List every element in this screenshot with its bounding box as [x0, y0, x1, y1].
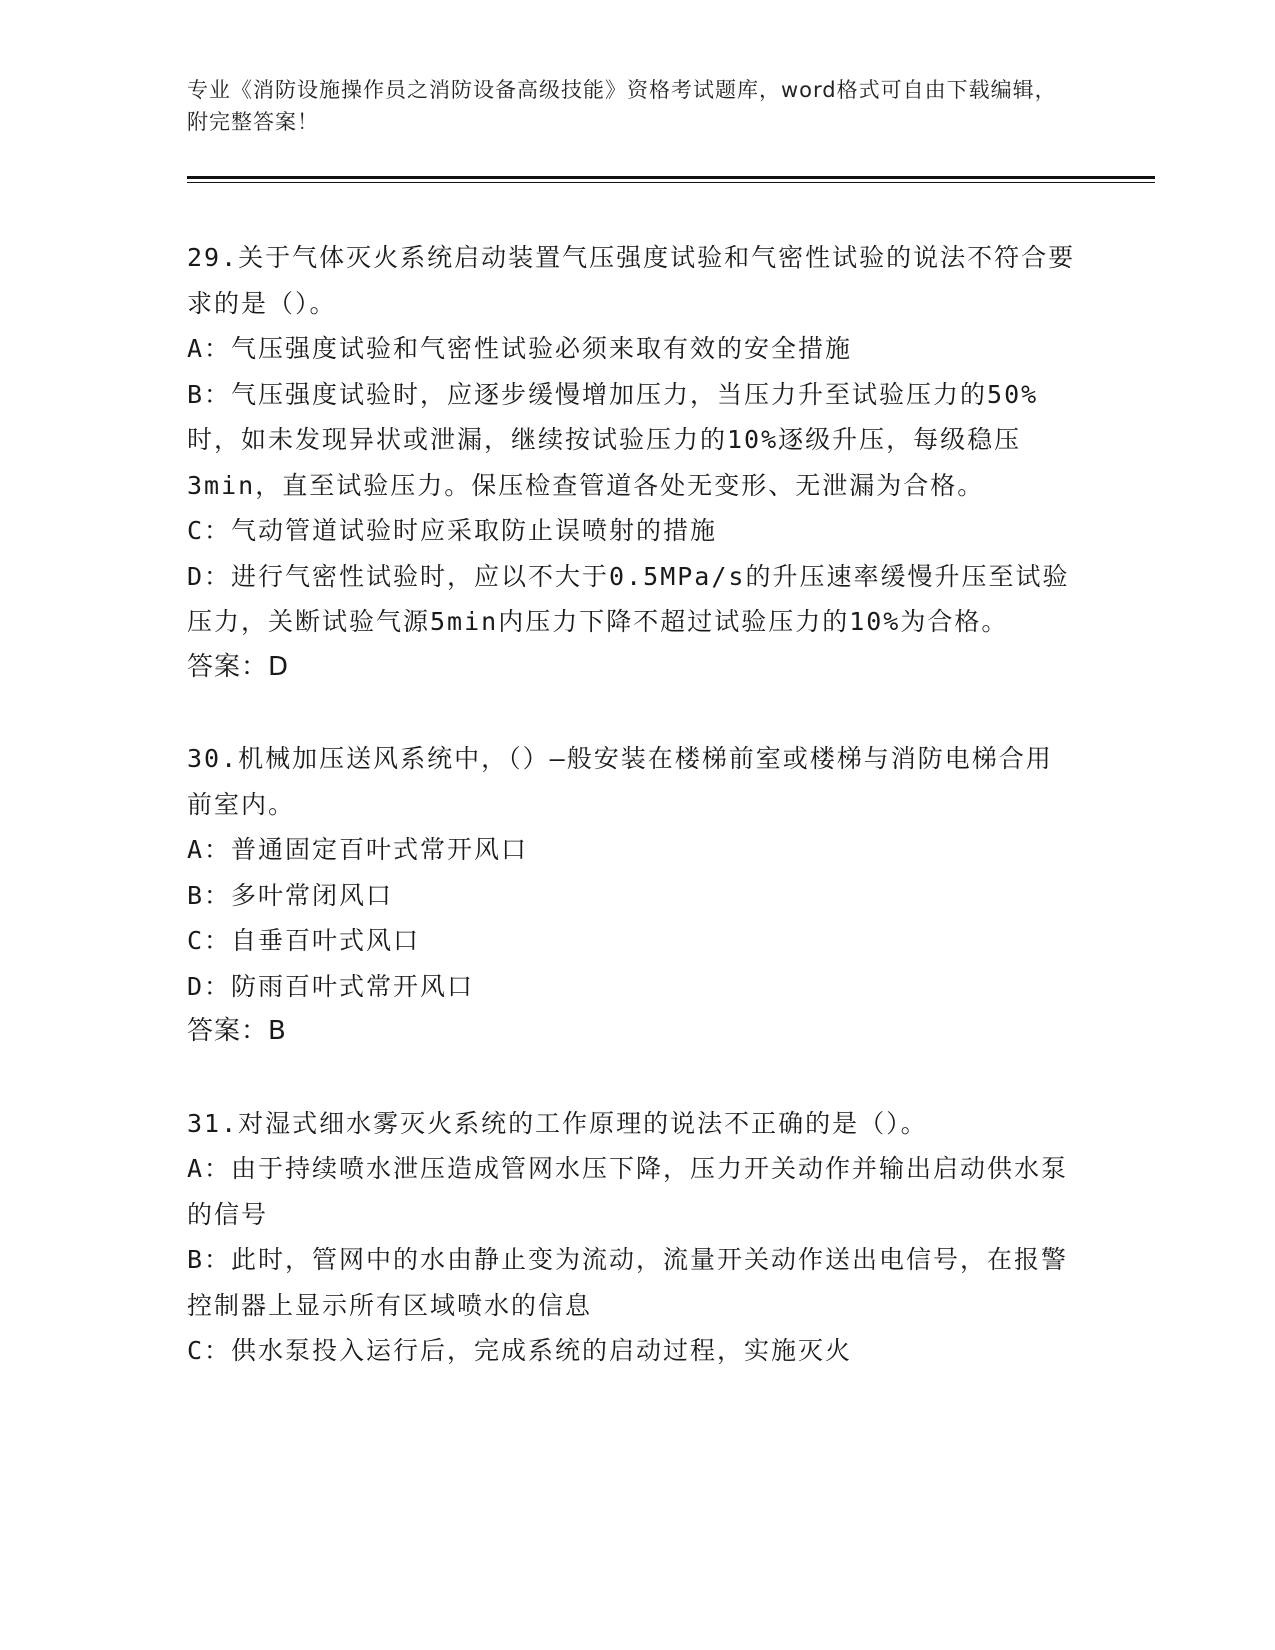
option-d: D：进行气密性试验时，应以不大于0.5MPa/s的升压速率缓慢升压至试验压力，关断试验气源5min内压力下降不超过试验压力的10%为合格。	[187, 561, 1070, 636]
question-29	[187, 235, 1077, 690]
option-d: D：防雨百叶式常开风口	[187, 971, 475, 1001]
header-divider	[187, 176, 1155, 179]
question-stem: 30.机械加压送风系统中，（）—般安装在楼梯前室或楼梯与消防电梯合用前室内。	[187, 744, 1053, 819]
question-spacer	[187, 1055, 1077, 1101]
option-a: A：普通固定百叶式常开风口	[187, 835, 529, 864]
question-stem: 31.对湿式细水雾灭火系统的工作原理的说法不正确的是（）。	[187, 1108, 928, 1138]
option-a: A：由于持续喷水泄压造成管网水压下降，压力开关动作并输出启动供水泵的信号	[187, 1154, 1069, 1229]
option-c: C：气动管道试验时应采取防止误喷射的措施	[187, 516, 718, 545]
header-divider-thin	[187, 182, 1155, 183]
option-c: C：供水泵投入运行后，完成系统的启动过程，实施灭火	[187, 1336, 853, 1365]
option-c: C：自垂百叶式风口	[187, 926, 421, 955]
option-a: A：气压强度试验和气密性试验必须来取有效的安全措施	[187, 334, 853, 363]
option-b: B：多叶常闭风口	[187, 880, 394, 910]
question-list	[187, 235, 1077, 1374]
option-b: B：气压强度试验时，应逐步缓慢增加压力，当压力升至试验压力的50%时，如未发现异状或泄漏，继续按试验压力的10%逐级升压，每级稳压3min，直至试验压力。保压检查管道各处无变形、无泄漏为合格。	[187, 379, 1039, 500]
question-spacer	[187, 690, 1077, 736]
answer-line: 答案：D	[187, 651, 290, 682]
answer-line: 答案：B	[187, 1016, 287, 1046]
question-stem: 29.关于气体灭火系统启动装置气压强度试验和气密性试验的说法不符合要求的是（）。	[187, 243, 1076, 318]
option-b: B：此时，管网中的水由静止变为流动，流量开关动作送出电信号，在报警控制器上显示所有区域喷水的信息	[187, 1245, 1069, 1320]
question-30	[187, 736, 1077, 1055]
page-header: 专业《消防设施操作员之消防设备高级技能》资格考试题库，word格式可自由下载编辑，附完整答案！	[187, 78, 1057, 134]
question-31	[187, 1101, 1077, 1374]
